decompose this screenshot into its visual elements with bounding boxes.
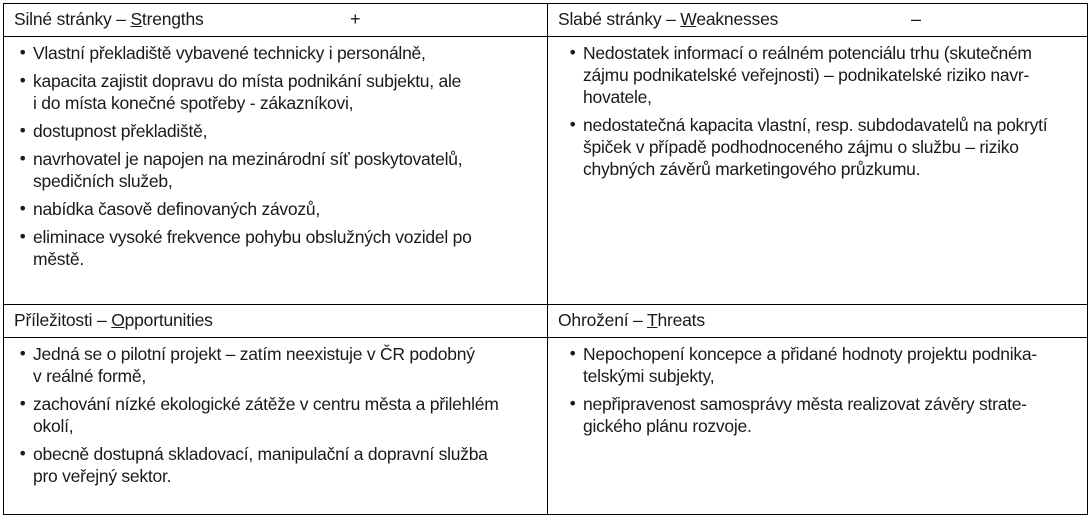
list-item-line: telskými subjekty, <box>583 366 715 386</box>
opportunities-title-initial: O <box>111 310 125 330</box>
body-row-top <box>4 37 1088 305</box>
list-item-line: chybných závěrů marketingového průzkumu. <box>583 159 921 179</box>
plus-sign: + <box>350 9 361 29</box>
list-item-line: v reálné formě, <box>33 366 146 386</box>
header-row-top <box>4 4 1088 37</box>
list-item-line: • obecně dostupná skladovací, manipulační a dopravní služba <box>33 444 488 464</box>
list-item <box>568 42 1081 108</box>
list-item <box>18 198 541 220</box>
list-item-line: • nabídka časově definovaných závozů, <box>33 199 320 219</box>
list-item-line: okolí, <box>33 416 74 436</box>
list-item <box>18 393 541 437</box>
strengths-body-cell <box>4 37 548 305</box>
list-item-line: • nepřipravenost samosprávy města realizovat závěry strate- <box>583 394 1027 414</box>
list-item-line: špiček v případě podhodnoceného zájmu o službu – riziko <box>583 137 1019 157</box>
weaknesses-body <box>548 37 1087 180</box>
threats-title-rest: hreats <box>657 310 705 330</box>
opportunities-list <box>18 343 541 487</box>
list-item-line: zájmu podnikatelské veřejnosti) – podnikatelské riziko navr- <box>583 65 1030 85</box>
list-item <box>18 443 541 487</box>
header-row-bottom <box>4 305 1088 338</box>
minus-sign: – <box>911 9 921 29</box>
strengths-body <box>4 37 547 270</box>
list-item-line: • zachování nízké ekologické zátěže v centru města a přilehlém <box>33 394 499 414</box>
list-item <box>18 148 541 192</box>
list-item-line: městě. <box>33 249 85 269</box>
strengths-header-cell <box>4 4 548 37</box>
list-item-line: • Vlastní překladiště vybavené technicky i personálně, <box>33 43 426 63</box>
swot-table <box>3 3 1088 515</box>
list-item-line: i do místa konečné spotřeby - zákazníkovi, <box>33 93 354 113</box>
list-item-line: • Jedná se o pilotní projekt – zatím neexistuje v ČR podobný <box>33 344 475 364</box>
threats-header <box>548 305 1087 337</box>
list-item-line: • Nedostatek informací o reálném potenciálu trhu (skutečném <box>583 43 1032 63</box>
opportunities-title-rest: pportunities <box>124 310 213 330</box>
list-item-line: spedičních služeb, <box>33 171 173 191</box>
list-item <box>568 393 1081 437</box>
body-row-bottom <box>4 338 1088 515</box>
opportunities-title-prefix: Příležitosti – <box>14 310 112 330</box>
list-item <box>18 226 541 270</box>
opportunities-header-cell <box>4 305 548 338</box>
strengths-title-initial: S <box>130 9 142 29</box>
list-item <box>18 120 541 142</box>
opportunities-body <box>4 338 547 487</box>
list-item-line: hovatele, <box>583 87 652 107</box>
strengths-header <box>4 4 547 36</box>
strengths-title-rest: trengths <box>141 9 204 29</box>
threats-body <box>548 338 1087 437</box>
weaknesses-header <box>548 4 1087 36</box>
weaknesses-title-initial: W <box>680 9 697 29</box>
threats-list <box>568 343 1081 437</box>
list-item <box>568 114 1081 180</box>
list-item-line: • Nepochopení koncepce a přidané hodnoty projektu podnika- <box>583 344 1037 364</box>
list-item-line: • navrhovatel je napojen na mezinárodní síť poskytovatelů, <box>33 149 463 169</box>
list-item-line: pro veřejný sektor. <box>33 466 172 486</box>
weaknesses-title-rest: eaknesses <box>696 9 779 29</box>
list-item <box>18 343 541 387</box>
weaknesses-title-prefix: Slabé stránky – <box>558 9 681 29</box>
list-item-line: gického plánu rozvoje. <box>583 416 752 436</box>
opportunities-body-cell <box>4 338 548 515</box>
opportunities-header <box>4 305 547 337</box>
list-item-line: • kapacita zajistit dopravu do místa podnikání subjektu, ale <box>33 71 462 91</box>
strengths-title-prefix: Silné stránky – <box>14 9 131 29</box>
list-item <box>18 42 541 64</box>
weaknesses-body-cell <box>548 37 1088 305</box>
weaknesses-header-cell <box>548 4 1088 37</box>
list-item-line: • eliminace vysoké frekvence pohybu obslužných vozidel po <box>33 227 472 247</box>
list-item <box>18 70 541 114</box>
threats-body-cell <box>548 338 1088 515</box>
list-item <box>568 343 1081 387</box>
threats-header-cell <box>548 305 1088 338</box>
weaknesses-list <box>568 42 1081 180</box>
threats-title-initial: T <box>646 310 658 330</box>
strengths-list <box>18 42 541 270</box>
list-item-line: • dostupnost překladiště, <box>33 121 208 141</box>
list-item-line: • nedostatečná kapacita vlastní, resp. subdodavatelů na pokrytí <box>583 115 1048 135</box>
threats-title-prefix: Ohrožení – <box>558 310 647 330</box>
